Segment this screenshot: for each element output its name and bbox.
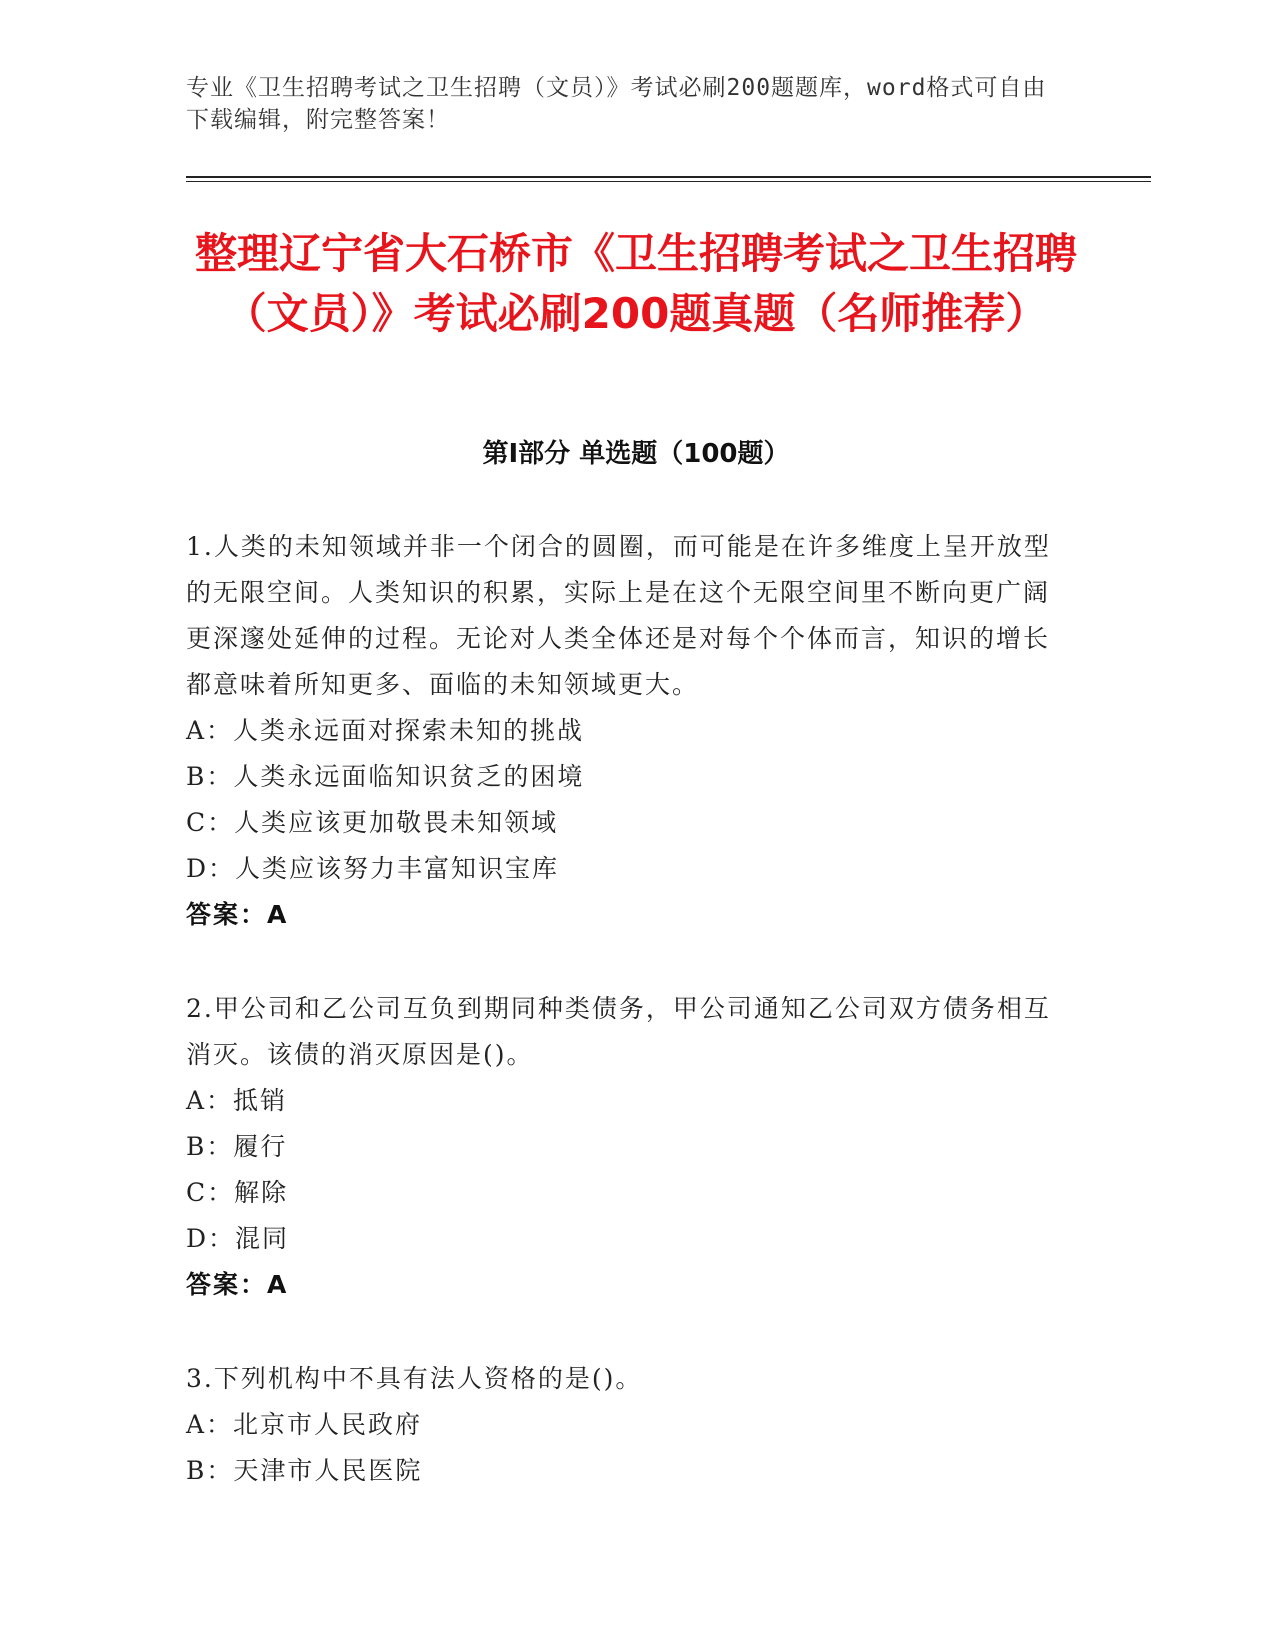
header-divider-thin <box>186 181 1151 182</box>
option-b: B：人类永远面临知识贫乏的困境 <box>186 762 585 791</box>
option-a: A：抵销 <box>186 1086 288 1115</box>
option-d: D：人类应该努力丰富知识宝库 <box>186 854 560 883</box>
option-b: B：履行 <box>186 1132 288 1161</box>
section-heading: 第I部分 单选题（100题） <box>482 439 790 469</box>
answer: 答案：A <box>186 1270 289 1299</box>
header-divider <box>186 176 1151 178</box>
question-2 <box>186 986 1066 1308</box>
option-b: B：天津市人民医院 <box>186 1456 423 1485</box>
option-d: D：混同 <box>186 1224 290 1253</box>
document-title: 整理辽宁省大石桥市《卫生招聘考试之卫生招聘（文员）》考试必刷200题真题（名师推荐） <box>194 229 1077 338</box>
answer: 答案：A <box>186 900 289 929</box>
question-stem: 1.人类的未知领域并非一个闭合的圆圈，而可能是在许多维度上呈开放型的无限空间。人类知识的积累，实际上是在这个无限空间里不断向更广阔更深邃处延伸的过程。无论对人类全体还是对每个个体而言，知识的增长都意味着所知更多、面临的未知领域更大。 <box>186 532 1051 699</box>
option-c: C：人类应该更加敬畏未知领域 <box>186 808 559 837</box>
question-stem: 2.甲公司和乙公司互负到期同种类债务，甲公司通知乙公司双方债务相互消灭。该债的消灭原因是()。 <box>186 994 1051 1069</box>
option-a: A：北京市人民政府 <box>186 1410 423 1439</box>
header-note: 专业《卫生招聘考试之卫生招聘（文员）》考试必刷200题题库，word格式可自由下载编辑，附完整答案！ <box>186 75 1047 133</box>
option-c: C：解除 <box>186 1178 289 1207</box>
question-stem: 3.下列机构中不具有法人资格的是()。 <box>186 1364 643 1393</box>
question-1 <box>186 524 1066 938</box>
question-3 <box>186 1356 1066 1494</box>
option-a: A：人类永远面对探索未知的挑战 <box>186 716 585 745</box>
question-list <box>186 524 1066 1542</box>
